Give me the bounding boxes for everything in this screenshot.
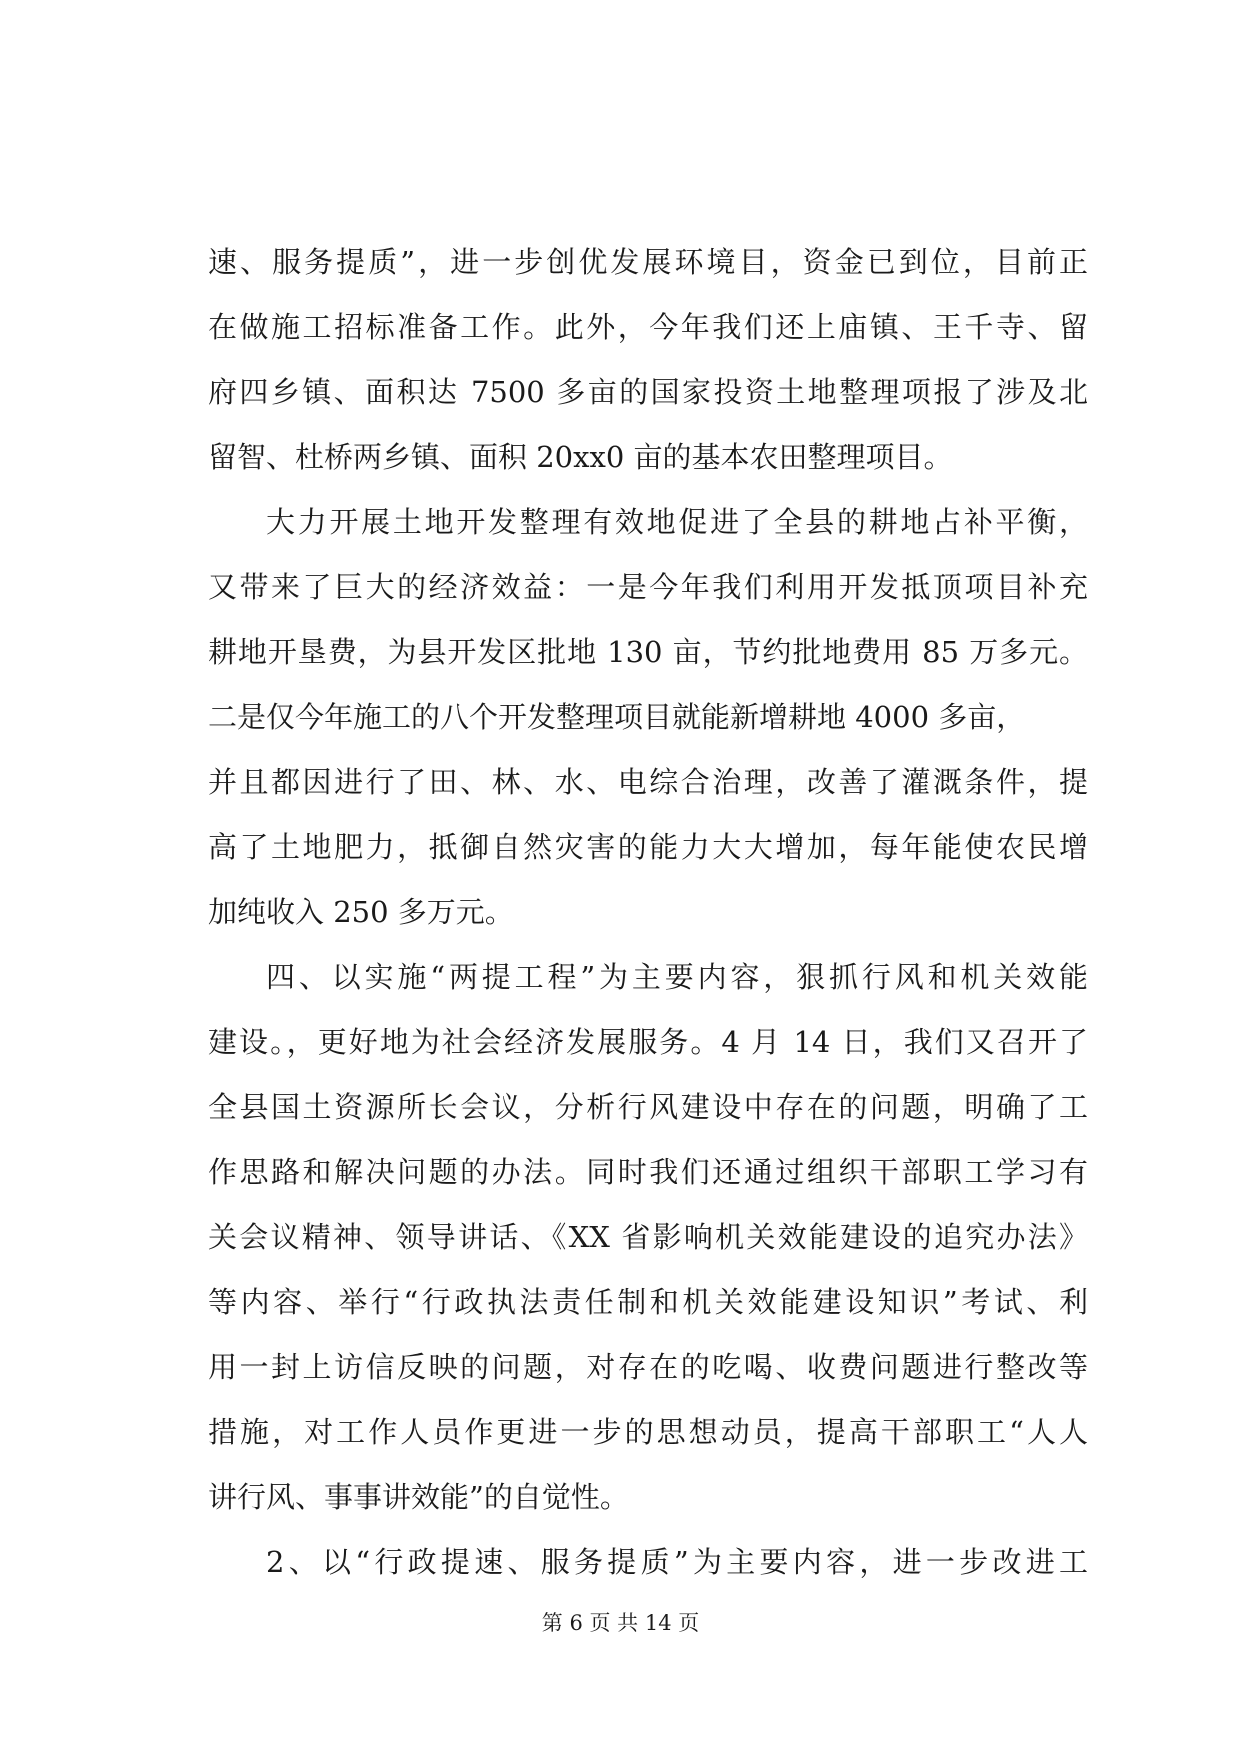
text-line: 措施，对工作人员作更进一步的思想动员，提高干部职工“人人 (208, 1415, 1088, 1449)
text-line: 全县国土资源所长会议，分析行风建设中存在的问题，明确了工 (208, 1090, 1088, 1124)
text-line: 在做施工招标准备工作。此外，今年我们还上庙镇、王千寺、留 (208, 310, 1088, 344)
text-line: 速、服务提质”，进一步创优发展环境目，资金已到位，目前正 (208, 245, 1088, 279)
text-line: 四、以实施“两提工程”为主要内容，狠抓行风和机关效能 (266, 960, 1088, 994)
text-line: 讲行风、事事讲效能”的自觉性。 (208, 1480, 629, 1514)
text-line: 高了土地肥力，抵御自然灾害的能力大大增加，每年能使农民增 (208, 830, 1088, 864)
text-line: 2、以“行政提速、服务提质”为主要内容，进一步改进工 (266, 1545, 1088, 1579)
text-line: 留智、杜桥两乡镇、面积 20xx0 亩的基本农田整理项目。 (208, 440, 953, 474)
text-line: 府四乡镇、面积达 7500 多亩的国家投资土地整理项报了涉及北 (208, 375, 1088, 409)
text-line: 大力开展土地开发整理有效地促进了全县的耕地占补平衡， (266, 505, 1088, 539)
text-line: 作思路和解决问题的办法。同时我们还通过组织干部职工学习有 (208, 1155, 1088, 1189)
text-line: 等内容、举行“行政执法责任制和机关效能建设知识”考试、利 (208, 1285, 1088, 1319)
text-line: 关会议精神、领导讲话、《XX 省影响机关效能建设的追究办法》 (208, 1220, 1088, 1254)
text-line: 耕地开垦费，为县开发区批地 130 亩，节约批地费用 85 万多元。 (208, 635, 1088, 669)
text-line: 加纯收入 250 多万元。 (208, 895, 514, 929)
text-line: 用一封上访信反映的问题，对存在的吃喝、收费问题进行整改等 (208, 1350, 1088, 1384)
text-line: 二是仅今年施工的八个开发整理项目就能新增耕地 4000 多亩， (208, 700, 1026, 734)
text-line: 又带来了巨大的经济效益：一是今年我们利用开发抵顶项目补充 (208, 570, 1088, 604)
text-line: 并且都因进行了田、林、水、电综合治理，改善了灌溉条件，提 (208, 765, 1088, 799)
page-footer: 第 6 页 共 14 页 (541, 1611, 700, 1635)
text-line: 建设。，更好地为社会经济发展服务。4 月 14 日，我们又召开了 (208, 1025, 1088, 1059)
body-text (208, 230, 1088, 1595)
